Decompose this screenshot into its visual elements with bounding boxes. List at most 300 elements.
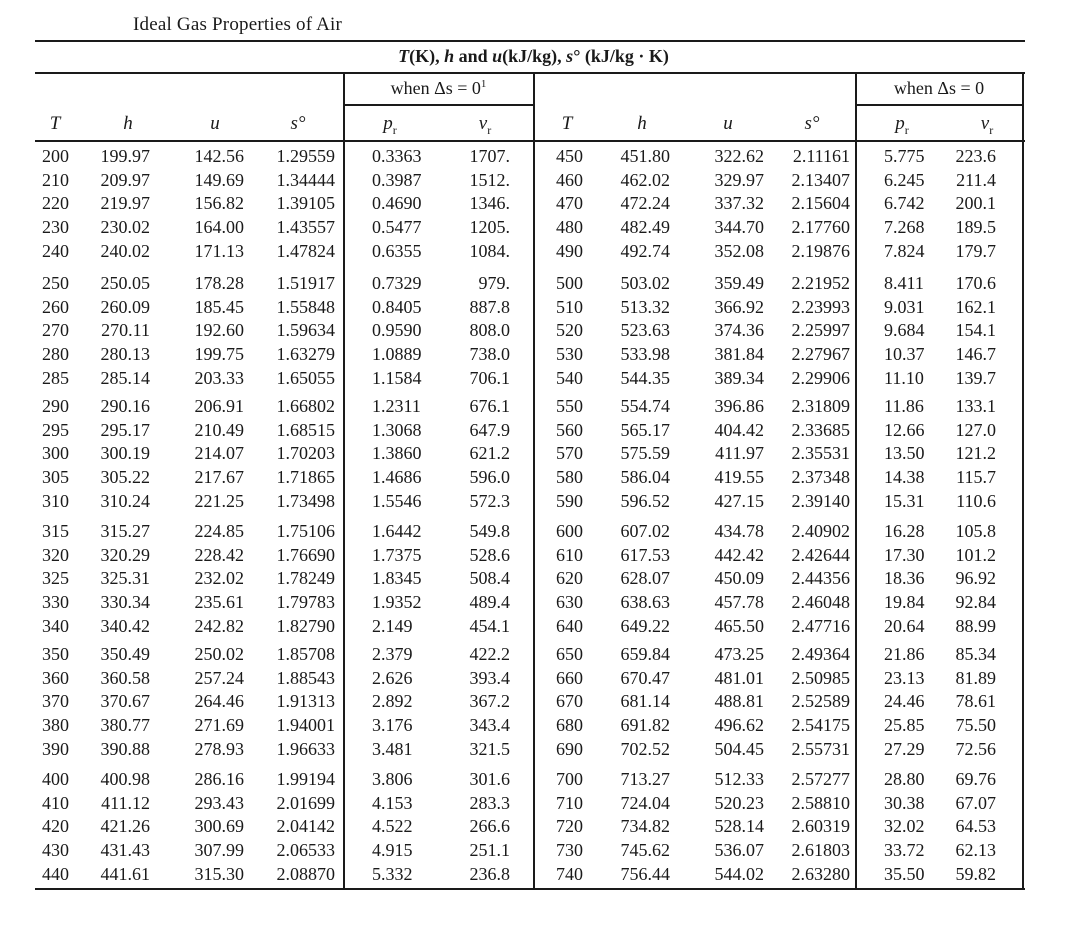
cell-left-u: 232.02 — [194, 568, 244, 589]
pr-left-main: p — [383, 113, 393, 134]
cell-left-s: 2.08870 — [276, 863, 335, 884]
cell-left-s: 2.04142 — [276, 816, 335, 837]
cell-right-vr: 170.6 — [955, 273, 996, 293]
cell-left-T: 370 — [42, 691, 69, 712]
cell-left-pr: 4.915 — [372, 840, 413, 861]
cell-left-T: 285 — [42, 367, 69, 388]
cell-right-T: 670 — [556, 691, 583, 712]
cell-right-h: 628.07 — [620, 568, 670, 589]
cell-right-s: 2.40902 — [791, 521, 850, 541]
cell-left-pr: 1.2311 — [372, 396, 421, 416]
when-label-right — [855, 78, 1023, 99]
units-and: and — [454, 46, 493, 66]
cell-left-T: 410 — [42, 792, 69, 813]
cell-left-u: 199.75 — [194, 344, 244, 365]
cell-left-s: 1.85708 — [276, 644, 335, 664]
cell-right-s: 2.17760 — [791, 217, 850, 238]
cell-right-pr: 17.30 — [884, 544, 925, 565]
cell-right-u: 419.55 — [714, 467, 764, 488]
cell-left-s: 1.78249 — [276, 568, 335, 589]
cell-left-T: 295 — [42, 419, 69, 440]
cell-left-s: 1.94001 — [276, 715, 335, 736]
header-h-left: h — [123, 113, 133, 134]
cell-right-T: 640 — [556, 615, 583, 636]
cell-right-T: 490 — [556, 240, 583, 261]
cell-right-pr: 8.411 — [884, 273, 924, 293]
cell-right-T: 740 — [556, 863, 583, 884]
cell-right-h: 523.63 — [620, 320, 670, 341]
cell-right-h: 681.14 — [620, 691, 670, 712]
cell-right-vr: 92.84 — [955, 592, 996, 613]
cell-right-T: 710 — [556, 792, 583, 813]
cell-right-vr: 139.7 — [955, 367, 996, 388]
vr-left-main: v — [478, 113, 488, 134]
cell-left-u: 221.25 — [194, 490, 244, 511]
cell-left-vr: 1346. — [469, 193, 510, 214]
cell-left-pr: 2.149 — [372, 615, 413, 636]
cell-right-pr: 5.775 — [884, 146, 925, 166]
cell-left-T: 340 — [42, 615, 69, 636]
cell-left-s: 1.75106 — [276, 521, 335, 541]
cell-right-vr: 96.92 — [955, 568, 996, 589]
pr-left-sub: r — [392, 122, 397, 137]
cell-right-u: 329.97 — [714, 169, 764, 190]
units-u: u — [492, 46, 503, 66]
cell-right-u: 450.09 — [714, 568, 764, 589]
cell-right-vr: 75.50 — [955, 715, 996, 736]
cell-right-u: 374.36 — [714, 320, 764, 341]
cell-left-s: 1.88543 — [276, 667, 335, 688]
cell-left-s: 1.96633 — [276, 738, 335, 759]
cell-right-pr: 28.80 — [884, 769, 925, 789]
cell-left-T: 420 — [42, 816, 69, 837]
cell-left-u: 307.99 — [194, 840, 244, 861]
cell-left-vr: 979. — [478, 273, 510, 293]
cell-left-h: 370.67 — [100, 691, 150, 712]
cell-left-pr: 0.5477 — [372, 217, 422, 238]
cell-right-h: 596.52 — [620, 490, 670, 511]
bottom-rule — [35, 888, 1025, 890]
header-s-left: s° — [290, 113, 306, 134]
cell-left-h: 390.88 — [100, 738, 150, 759]
cell-right-vr: 62.13 — [955, 840, 996, 861]
cell-left-vr: 549.8 — [469, 521, 510, 541]
cell-left-T: 240 — [42, 240, 69, 261]
cell-left-s: 1.43557 — [276, 217, 335, 238]
cell-left-vr: 301.6 — [469, 769, 510, 789]
cell-left-vr: 596.0 — [469, 467, 510, 488]
cell-left-u: 171.13 — [194, 240, 244, 261]
units-sunit: ° (kJ/kg · K) — [573, 46, 669, 66]
cell-left-h: 305.22 — [100, 467, 150, 488]
cell-left-T: 210 — [42, 169, 69, 190]
cell-left-u: 278.93 — [194, 738, 244, 759]
cell-left-T: 250 — [42, 273, 69, 293]
cell-right-T: 630 — [556, 592, 583, 613]
cell-left-h: 320.29 — [100, 544, 150, 565]
cell-right-s: 2.47716 — [791, 615, 850, 636]
cell-right-vr: 78.61 — [955, 691, 996, 712]
cell-right-h: 702.52 — [620, 738, 670, 759]
cell-right-h: 503.02 — [620, 273, 670, 293]
cell-right-h: 575.59 — [620, 443, 670, 464]
cell-left-vr: 236.8 — [469, 863, 510, 884]
cell-left-s: 1.29559 — [276, 146, 335, 166]
cell-right-s: 2.31809 — [791, 396, 850, 416]
cell-right-h: 533.98 — [620, 344, 670, 365]
when-right-underline — [855, 104, 1023, 106]
cell-left-h: 240.02 — [100, 240, 150, 261]
vr-right-sub: r — [989, 122, 994, 137]
cell-left-h: 260.09 — [100, 296, 150, 317]
header-pr-left — [370, 113, 410, 138]
cell-right-h: 513.32 — [620, 296, 670, 317]
units-h: h — [444, 46, 455, 66]
cell-left-T: 330 — [42, 592, 69, 613]
cell-left-T: 220 — [42, 193, 69, 214]
cell-right-pr: 9.031 — [884, 296, 925, 317]
cell-left-u: 228.42 — [194, 544, 244, 565]
cell-left-pr: 3.176 — [372, 715, 413, 736]
cell-right-pr: 33.72 — [884, 840, 925, 861]
cell-right-pr: 32.02 — [884, 816, 925, 837]
cell-left-s: 1.76690 — [276, 544, 335, 565]
cell-left-vr: 738.0 — [469, 344, 510, 365]
cell-right-pr: 11.10 — [884, 367, 924, 388]
units-kj: (kJ/kg), — [502, 46, 567, 66]
cell-right-u: 381.84 — [714, 344, 764, 365]
cell-right-T: 460 — [556, 169, 583, 190]
cell-right-s: 2.19876 — [791, 240, 850, 261]
cell-right-pr: 7.268 — [884, 217, 925, 238]
cell-left-vr: 887.8 — [469, 296, 510, 317]
page-title: Ideal Gas Properties of Air — [133, 14, 343, 35]
cell-left-h: 315.27 — [100, 521, 150, 541]
cell-left-pr: 5.332 — [372, 863, 413, 884]
cell-right-u: 352.08 — [714, 240, 764, 261]
cell-right-u: 481.01 — [714, 667, 764, 688]
cell-left-h: 340.42 — [100, 615, 150, 636]
cell-right-h: 713.27 — [620, 769, 670, 789]
units-t: T — [398, 46, 410, 66]
cell-right-T: 700 — [556, 769, 583, 789]
cell-right-vr: 223.6 — [955, 146, 996, 166]
header-pr-right — [882, 113, 922, 138]
cell-left-s: 1.65055 — [276, 367, 335, 388]
divider-left-when-right — [533, 72, 535, 889]
cell-left-s: 1.55848 — [276, 296, 335, 317]
cell-right-s: 2.27967 — [791, 344, 850, 365]
cell-left-vr: 1512. — [469, 169, 510, 190]
header-u-right: u — [723, 113, 733, 134]
cell-left-u: 235.61 — [194, 592, 244, 613]
cell-right-u: 544.02 — [714, 863, 764, 884]
cell-left-s: 2.01699 — [276, 792, 335, 813]
cell-right-vr: 59.82 — [955, 863, 996, 884]
cell-left-u: 149.69 — [194, 169, 244, 190]
cell-left-T: 290 — [42, 396, 69, 416]
cell-right-vr: 121.2 — [955, 443, 996, 464]
cell-right-vr: 133.1 — [955, 396, 996, 416]
cell-left-h: 199.97 — [100, 146, 150, 166]
when-left-text: when Δs = 0 — [390, 78, 481, 98]
cell-right-s: 2.23993 — [791, 296, 850, 317]
cell-right-s: 2.60319 — [791, 816, 850, 837]
cell-left-vr: 283.3 — [469, 792, 510, 813]
cell-right-h: 451.80 — [620, 146, 670, 166]
cell-left-s: 1.51917 — [276, 273, 335, 293]
cell-left-vr: 321.5 — [469, 738, 510, 759]
cell-left-pr: 4.153 — [372, 792, 413, 813]
cell-left-s: 1.91313 — [276, 691, 335, 712]
cell-right-s: 2.33685 — [791, 419, 850, 440]
cell-left-pr: 1.5546 — [372, 490, 422, 511]
cell-right-T: 450 — [556, 146, 583, 166]
cell-right-u: 528.14 — [714, 816, 764, 837]
vr-right-main: v — [980, 113, 990, 134]
units-s: s — [566, 46, 574, 66]
cell-right-h: 670.47 — [620, 667, 670, 688]
cell-left-vr: 251.1 — [469, 840, 510, 861]
cell-right-T: 520 — [556, 320, 583, 341]
cell-left-u: 192.60 — [194, 320, 244, 341]
when-right-text: when Δs = 0 — [893, 78, 985, 98]
cell-right-u: 473.25 — [714, 644, 764, 664]
cell-right-s: 2.63280 — [791, 863, 850, 884]
cell-left-h: 300.19 — [100, 443, 150, 464]
header-u-left: u — [210, 113, 220, 134]
cell-left-vr: 489.4 — [469, 592, 510, 613]
units-k: (K), — [409, 46, 445, 66]
cell-right-u: 520.23 — [714, 792, 764, 813]
cell-left-pr: 1.7375 — [372, 544, 422, 565]
cell-left-u: 185.45 — [194, 296, 244, 317]
cell-right-vr: 105.8 — [955, 521, 996, 541]
cell-left-h: 400.98 — [100, 769, 150, 789]
cell-right-h: 659.84 — [620, 644, 670, 664]
cell-right-pr: 11.86 — [884, 396, 924, 416]
cell-right-s: 2.11161 — [792, 146, 850, 166]
cell-right-T: 730 — [556, 840, 583, 861]
cell-right-h: 554.74 — [620, 396, 670, 416]
cell-left-s: 1.66802 — [276, 396, 335, 416]
cell-right-T: 580 — [556, 467, 583, 488]
cell-right-h: 638.63 — [620, 592, 670, 613]
cell-right-pr: 21.86 — [884, 644, 925, 664]
cell-left-u: 214.07 — [194, 443, 244, 464]
cell-right-s: 2.57277 — [791, 769, 850, 789]
units-rule — [35, 72, 1025, 74]
cell-left-vr: 454.1 — [469, 615, 510, 636]
cell-right-T: 600 — [556, 521, 583, 541]
cell-right-s: 2.52589 — [791, 691, 850, 712]
cell-left-T: 325 — [42, 568, 69, 589]
cell-right-u: 427.15 — [714, 490, 764, 511]
cell-left-T: 260 — [42, 296, 69, 317]
cell-right-h: 492.74 — [620, 240, 670, 261]
cell-right-T: 470 — [556, 193, 583, 214]
cell-right-h: 482.49 — [620, 217, 670, 238]
cell-right-T: 720 — [556, 816, 583, 837]
cell-left-vr: 422.2 — [469, 644, 510, 664]
cell-left-s: 1.73498 — [276, 490, 335, 511]
cell-left-h: 285.14 — [100, 367, 150, 388]
cell-left-pr: 1.9352 — [372, 592, 422, 613]
cell-left-vr: 572.3 — [469, 490, 510, 511]
cell-right-u: 366.92 — [714, 296, 764, 317]
cell-left-vr: 808.0 — [469, 320, 510, 341]
cell-left-vr: 528.6 — [469, 544, 510, 565]
cell-right-vr: 110.6 — [956, 490, 996, 511]
cell-right-T: 570 — [556, 443, 583, 464]
cell-right-pr: 19.84 — [884, 592, 925, 613]
cell-left-pr: 0.6355 — [372, 240, 422, 261]
cell-left-u: 264.46 — [194, 691, 244, 712]
cell-right-s: 2.13407 — [791, 169, 850, 190]
cell-left-vr: 1707. — [469, 146, 510, 166]
units-title — [0, 46, 1067, 67]
cell-right-vr: 200.1 — [955, 193, 996, 214]
cell-left-pr: 1.1584 — [372, 367, 422, 388]
cell-left-vr: 508.4 — [469, 568, 510, 589]
cell-right-h: 756.44 — [620, 863, 670, 884]
cell-left-pr: 2.626 — [372, 667, 413, 688]
vr-left-sub: r — [487, 122, 492, 137]
cell-left-pr: 1.6442 — [372, 521, 422, 541]
cell-left-pr: 1.4686 — [372, 467, 422, 488]
cell-left-vr: 706.1 — [469, 367, 510, 388]
header-T-left: T — [49, 113, 61, 134]
cell-left-pr: 1.8345 — [372, 568, 422, 589]
cell-right-u: 504.45 — [714, 738, 764, 759]
cell-left-T: 430 — [42, 840, 69, 861]
cell-left-h: 270.11 — [101, 320, 150, 341]
cell-right-u: 389.34 — [714, 367, 764, 388]
cell-right-h: 745.62 — [620, 840, 670, 861]
cell-left-T: 305 — [42, 467, 69, 488]
cell-left-h: 290.16 — [100, 396, 150, 416]
cell-left-h: 431.43 — [100, 840, 150, 861]
cell-right-h: 472.24 — [620, 193, 670, 214]
cell-right-T: 480 — [556, 217, 583, 238]
cell-left-u: 257.24 — [194, 667, 244, 688]
cell-left-h: 295.17 — [100, 419, 150, 440]
pr-right-sub: r — [904, 122, 909, 137]
cell-left-h: 330.34 — [100, 592, 150, 613]
cell-right-u: 457.78 — [714, 592, 764, 613]
cell-right-vr: 162.1 — [955, 296, 996, 317]
cell-right-T: 560 — [556, 419, 583, 440]
cell-left-s: 1.34444 — [276, 169, 335, 190]
cell-right-T: 540 — [556, 367, 583, 388]
cell-right-vr: 189.5 — [955, 217, 996, 238]
cell-left-u: 164.00 — [194, 217, 244, 238]
cell-left-vr: 1205. — [469, 217, 510, 238]
cell-left-T: 300 — [42, 443, 69, 464]
cell-left-T: 320 — [42, 544, 69, 565]
cell-left-vr: 1084. — [469, 240, 510, 261]
cell-left-s: 1.79783 — [276, 592, 335, 613]
cell-left-T: 280 — [42, 344, 69, 365]
cell-right-s: 2.46048 — [791, 592, 850, 613]
cell-right-T: 550 — [556, 396, 583, 416]
cell-left-s: 1.68515 — [276, 419, 335, 440]
cell-left-vr: 621.2 — [469, 443, 510, 464]
when-label-left — [343, 78, 534, 99]
cell-right-s: 2.39140 — [791, 490, 850, 511]
cell-right-s: 2.42644 — [791, 544, 850, 565]
cell-right-vr: 115.7 — [956, 467, 996, 488]
cell-left-s: 1.39105 — [276, 193, 335, 214]
cell-left-pr: 3.481 — [372, 738, 413, 759]
cell-left-vr: 393.4 — [469, 667, 510, 688]
cell-left-pr: 1.3860 — [372, 443, 422, 464]
cell-right-T: 610 — [556, 544, 583, 565]
cell-left-u: 224.85 — [194, 521, 244, 541]
cell-right-u: 396.86 — [714, 396, 764, 416]
cell-right-pr: 35.50 — [884, 863, 925, 884]
cell-left-h: 350.49 — [100, 644, 150, 664]
cell-right-T: 620 — [556, 568, 583, 589]
cell-left-u: 300.69 — [194, 816, 244, 837]
cell-right-s: 2.55731 — [791, 738, 850, 759]
cell-right-h: 649.22 — [620, 615, 670, 636]
cell-left-pr: 1.3068 — [372, 419, 422, 440]
cell-right-T: 530 — [556, 344, 583, 365]
cell-left-h: 380.77 — [100, 715, 150, 736]
cell-right-h: 586.04 — [620, 467, 670, 488]
cell-right-pr: 10.37 — [884, 344, 925, 365]
cell-left-T: 315 — [42, 521, 69, 541]
cell-left-T: 350 — [42, 644, 69, 664]
cell-right-pr: 15.31 — [884, 490, 925, 511]
cell-left-T: 440 — [42, 863, 69, 884]
cell-right-vr: 101.2 — [955, 544, 996, 565]
cell-left-s: 1.47824 — [276, 240, 335, 261]
when-left-sup: 1 — [480, 78, 487, 90]
cell-right-pr: 23.13 — [884, 667, 925, 688]
cell-right-u: 512.33 — [714, 769, 764, 789]
cell-right-u: 337.32 — [714, 193, 764, 214]
cell-right-pr: 7.824 — [884, 240, 925, 261]
cell-right-T: 680 — [556, 715, 583, 736]
cell-left-h: 250.05 — [100, 273, 150, 293]
cell-right-h: 462.02 — [620, 169, 670, 190]
cell-right-vr: 69.76 — [955, 769, 996, 789]
cell-right-pr: 20.64 — [884, 615, 925, 636]
cell-left-h: 219.97 — [100, 193, 150, 214]
cell-right-pr: 13.50 — [884, 443, 925, 464]
cell-right-T: 510 — [556, 296, 583, 317]
cell-right-T: 590 — [556, 490, 583, 511]
cell-left-h: 280.13 — [100, 344, 150, 365]
cell-right-T: 650 — [556, 644, 583, 664]
cell-right-vr: 85.34 — [955, 644, 996, 664]
cell-right-s: 2.29906 — [791, 367, 850, 388]
cell-left-pr: 0.8405 — [372, 296, 422, 317]
header-h-right: h — [637, 113, 647, 134]
cell-right-s: 2.37348 — [791, 467, 850, 488]
cell-right-h: 734.82 — [620, 816, 670, 837]
cell-left-vr: 343.4 — [469, 715, 510, 736]
cell-right-h: 607.02 — [620, 521, 670, 541]
cell-left-pr: 4.522 — [372, 816, 413, 837]
cell-left-h: 209.97 — [100, 169, 150, 190]
cell-right-s: 2.61803 — [791, 840, 850, 861]
cell-left-pr: 0.9590 — [372, 320, 422, 341]
cell-right-pr: 9.684 — [884, 320, 925, 341]
cell-right-u: 359.49 — [714, 273, 764, 293]
